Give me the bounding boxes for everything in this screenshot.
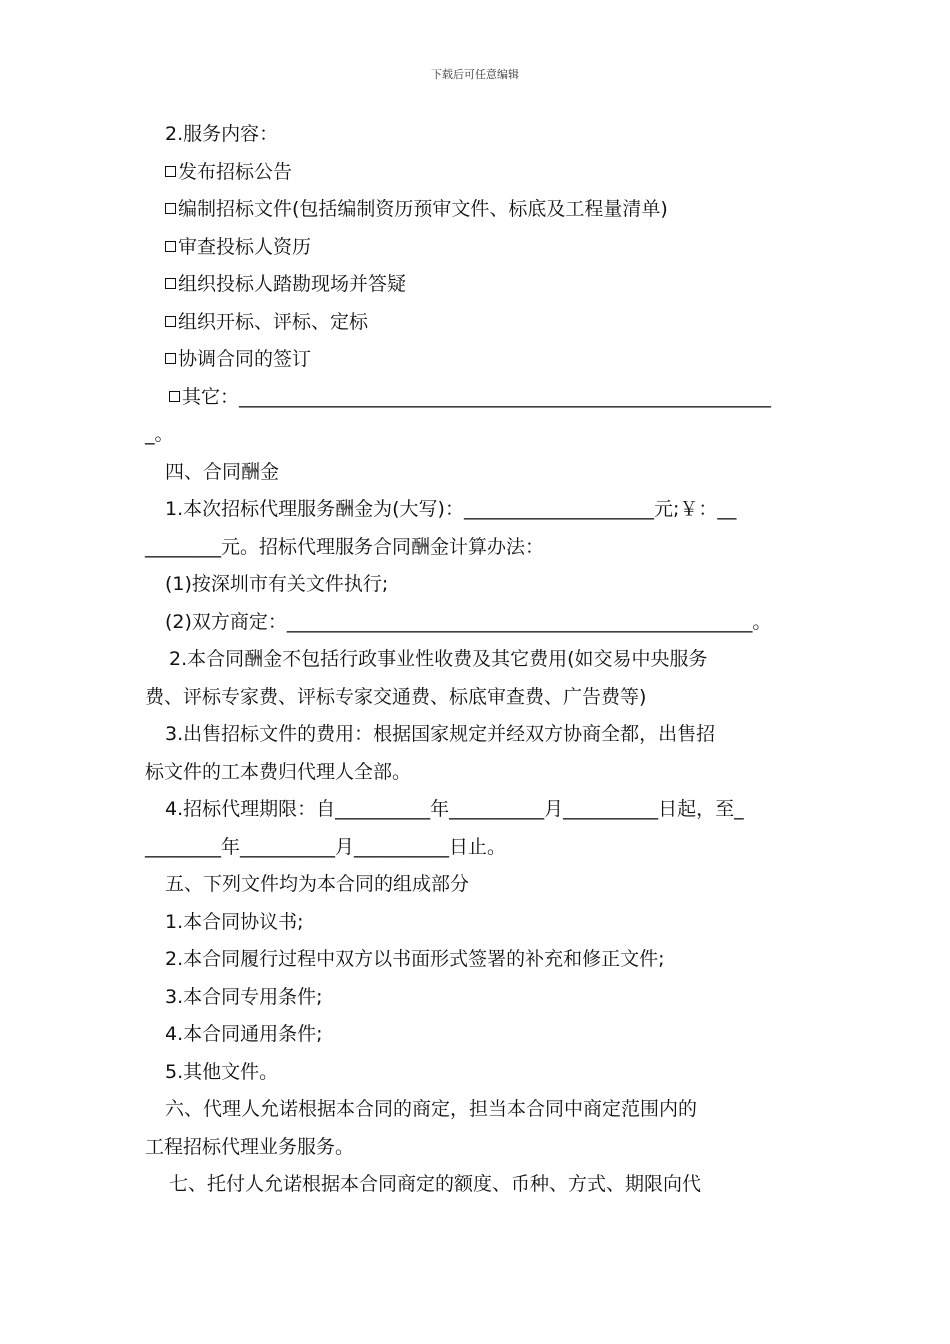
section-heading-agent-commitment: 六、代理人允诺根据本合同的商定，担当本合同中商定范围内的: [165, 1098, 698, 1120]
text-line: 2.本合同酬金不包括行政事业性收费及其它费用(如交易中央服务: [169, 648, 708, 670]
text-line: 1.本次招标代理服务酬金为(大写)：____________________元;￥：__: [165, 498, 737, 520]
text-line: 费、评标专家费、评标专家交通费、标底审查费、广告费等): [145, 685, 647, 708]
checkbox-icon: [165, 278, 176, 289]
page-header: 下载后可任意编辑: [431, 68, 519, 81]
text-line: (1)按深圳市有关文件执行;: [165, 573, 389, 595]
checkbox-icon: [165, 353, 176, 364]
section-heading-contract-documents: 五、下列文件均为本合同的组成部分: [165, 873, 470, 895]
checkbox-icon: [165, 166, 176, 177]
document-body: [145, 116, 810, 1204]
list-item: 1.本合同协议书;: [165, 910, 304, 933]
list-item: 3.本合同专用条件;: [165, 985, 323, 1008]
list-item: 5.其他文件。: [165, 1060, 279, 1083]
text-line: 标文件的工本费归代理人全部。: [145, 760, 412, 783]
checkbox-item-contract-signing: 协调合同的签订: [145, 341, 810, 379]
service-content-heading: 2.服务内容：: [165, 123, 279, 145]
text-line: ________年__________月__________日止。: [145, 835, 507, 858]
text-line: ________元。招标代理服务合同酬金计算办法：: [145, 535, 545, 558]
checkbox-icon: [169, 391, 180, 402]
list-item: 2.本合同履行过程中双方以书面形式签署的补充和修正文件;: [165, 948, 665, 970]
checkbox-item-site-visit: 组织投标人踏勘现场并答疑: [145, 266, 810, 304]
text-line: 4.招标代理期限：自__________年__________月__________日起，至_: [165, 798, 744, 820]
checkbox-item-prepare-documents: 编制招标文件(包括编制资历预审文件、标底及工程量清单): [145, 191, 810, 229]
text-line: _。: [145, 423, 174, 445]
checkbox-item-other: 其它：________________________________________________________: [145, 379, 810, 417]
checkbox-item-review-qualification: 审查投标人资历: [145, 229, 810, 267]
checkbox-icon: [165, 203, 176, 214]
text-line: (2)双方商定：_________________________________________________。: [165, 610, 772, 633]
checkbox-item-bid-evaluation: 组织开标、评标、定标: [145, 304, 810, 342]
text-line: 3.出售招标文件的费用：根据国家规定并经双方协商全都，出售招: [165, 723, 716, 745]
checkbox-icon: [165, 241, 176, 252]
list-item: 4.本合同通用条件;: [165, 1023, 323, 1045]
checkbox-icon: [165, 316, 176, 327]
text-line: 工程招标代理业务服务。: [145, 1135, 355, 1158]
section-heading-client-commitment: 七、托付人允诺根据本合同商定的额度、币种、方式、期限向代: [169, 1173, 702, 1195]
checkbox-item-publish-notice: 发布招标公告: [145, 154, 810, 192]
section-heading-contract-fee: 四、合同酬金: [165, 460, 280, 483]
